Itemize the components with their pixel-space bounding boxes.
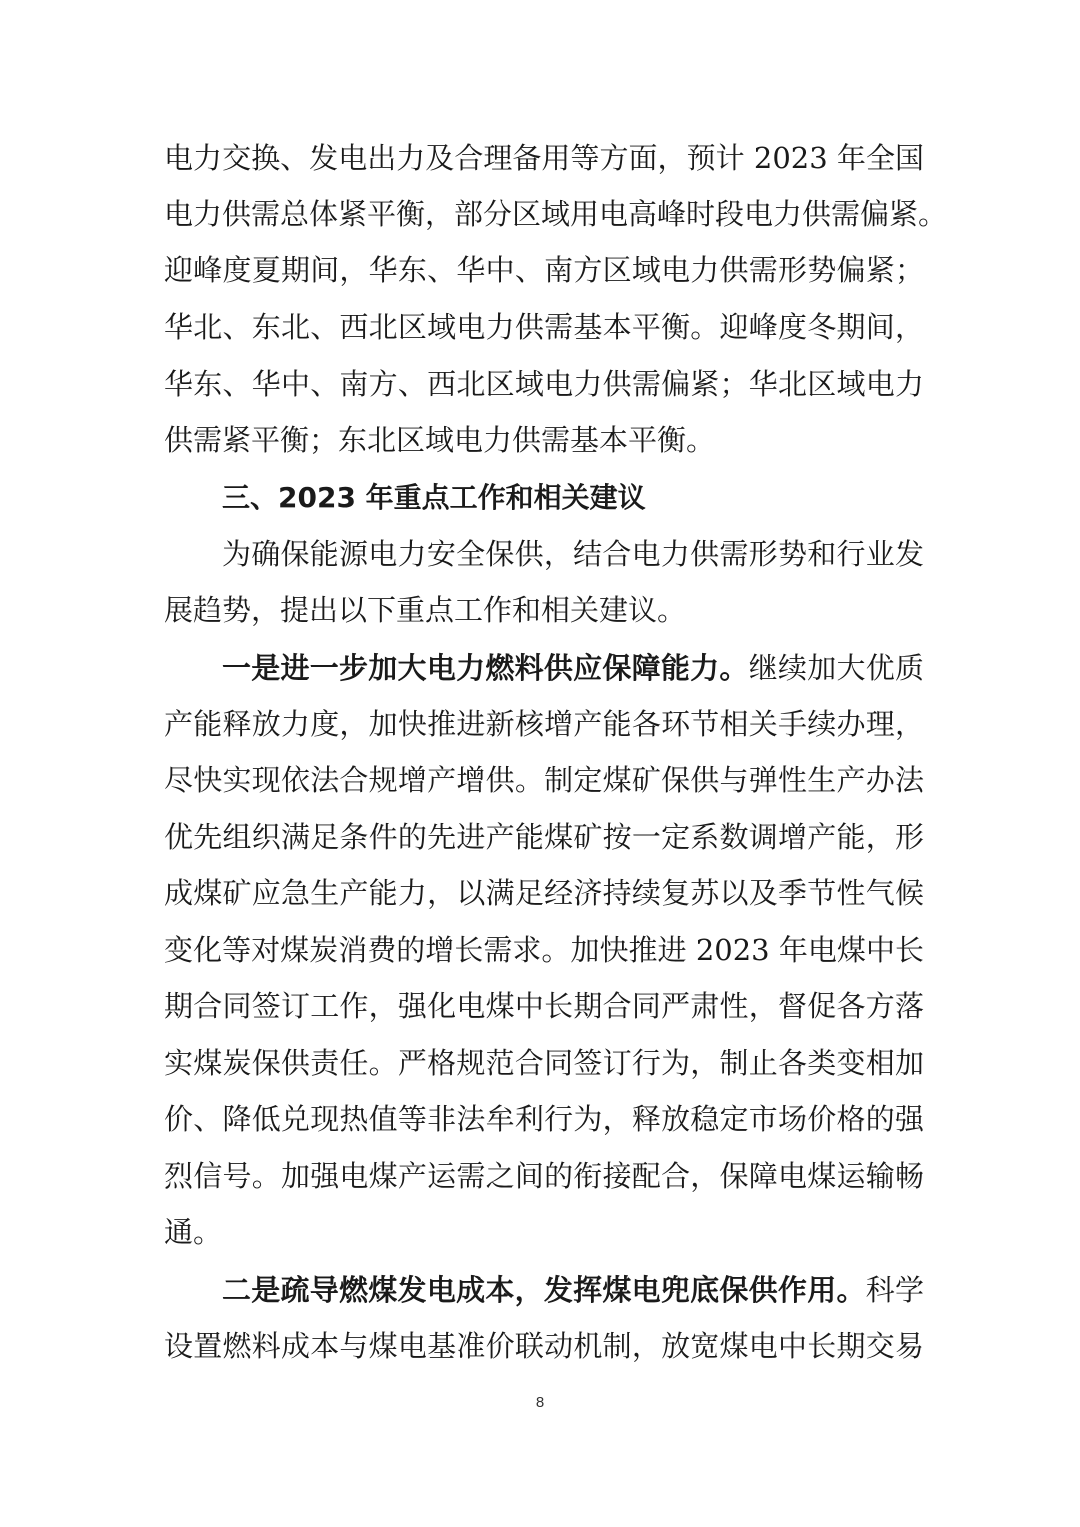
paragraph-line: 华东、华中、南方、西北区域电力供需偏紧；华北区域电力 <box>164 367 924 401</box>
section-heading: 三、2023 年重点工作和相关建议 <box>222 481 646 514</box>
point2-bold: 二是疏导燃煤发电成本，发挥煤电兜底保供作用。 <box>222 1273 866 1307</box>
point2-first-rest: 科学 <box>865 1273 924 1307</box>
paragraph-line: 电力交换、发电出力及合理备用等方面，预计 2023 年全国 <box>164 141 924 175</box>
point1-line: 成煤矿应急生产能力，以满足经济持续复苏以及季节性气候 <box>164 876 924 910</box>
point2-line: 设置燃料成本与煤电基准价联动机制，放宽煤电中长期交易 <box>164 1329 924 1363</box>
point1-line: 优先组织满足条件的先进产能煤矿按一定系数调增产能，形 <box>164 820 924 854</box>
point1-line: 实煤炭保供责任。严格规范合同签订行为，制止各类变相加 <box>164 1046 924 1080</box>
point1-bold: 一是进一步加大电力燃料供应保障能力。 <box>222 651 749 685</box>
point1-first-rest: 继续加大优质 <box>748 651 924 685</box>
point1-line: 价、降低兑现热值等非法牟利行为，释放稳定市场价格的强 <box>164 1102 924 1136</box>
point1-line: 通。 <box>164 1215 223 1249</box>
point1-line: 变化等对煤炭消费的增长需求。加快推进 2023 年电煤中长 <box>164 933 924 967</box>
paragraph-line: 供需紧平衡；东北区域电力供需基本平衡。 <box>164 423 716 457</box>
point1-line: 产能释放力度，加快推进新核增产能各环节相关手续办理， <box>164 707 924 741</box>
point1-line: 烈信号。加强电煤产运需之间的衔接配合，保障电煤运输畅 <box>164 1159 924 1193</box>
intro-line: 为确保能源电力安全保供，结合电力供需形势和行业发 <box>222 537 924 571</box>
point1-line: 尽快实现依法合规增产增供。制定煤矿保供与弹性生产办法 <box>164 763 924 797</box>
paragraph-line: 迎峰度夏期间，华东、华中、南方区域电力供需形势偏紧； <box>164 253 924 287</box>
paragraph-line: 电力供需总体紧平衡，部分区域用电高峰时段电力供需偏紧。 <box>164 197 948 231</box>
intro-line: 展趋势，提出以下重点工作和相关建议。 <box>164 593 687 627</box>
page-number: 8 <box>535 1394 545 1411</box>
paragraph-line: 华北、东北、西北区域电力供需基本平衡。迎峰度冬期间， <box>164 310 924 344</box>
point2-first-line <box>222 1268 924 1312</box>
point1-line: 期合同签订工作，强化电煤中长期合同严肃性，督促各方落 <box>164 989 924 1023</box>
point1-first-line <box>222 646 924 690</box>
